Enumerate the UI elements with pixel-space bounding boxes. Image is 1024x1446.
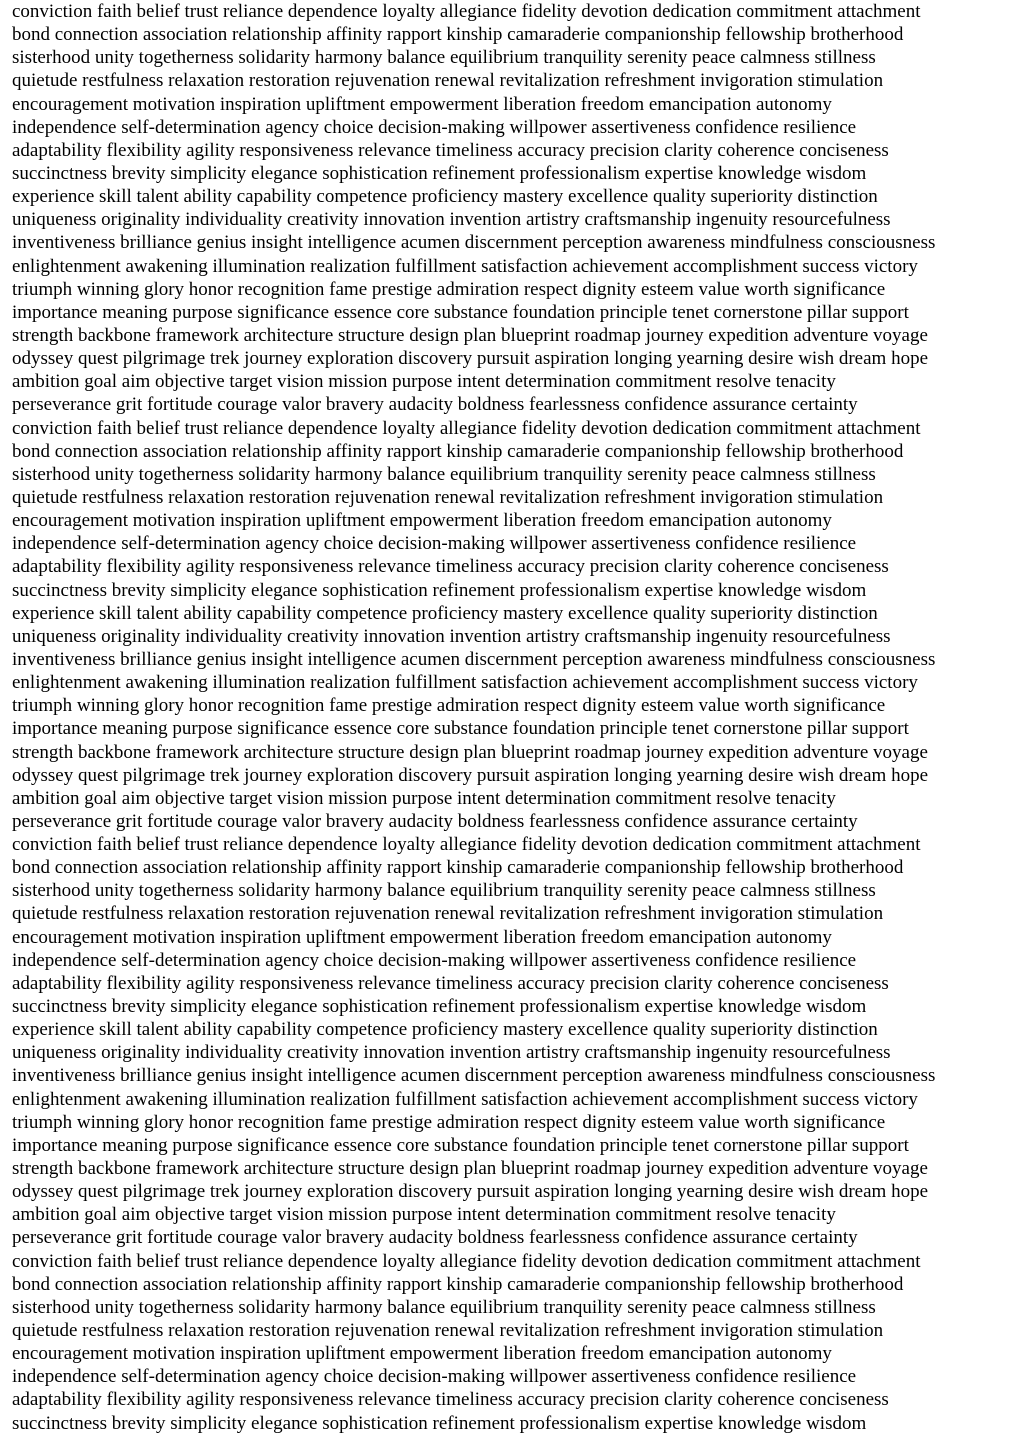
text-line: adaptability flexibility agility responsiveness relevance timeliness accuracy precision clarity coherence conciseness: [12, 556, 889, 578]
text-line: independence self-determination agency choice decision-making willpower assertiveness confidence resilience: [12, 949, 857, 971]
text-line: ambition goal aim objective target vision mission purpose intent determination commitment resolve tenacity: [12, 371, 836, 393]
text-line: bond connection association relationship affinity rapport kinship camaraderie companionship fellowship brotherhood: [12, 1273, 904, 1295]
text-line: odyssey quest pilgrimage trek journey exploration discovery pursuit aspiration longing yearning desire wish dream hope: [12, 1181, 929, 1203]
text-line: quietude restfulness relaxation restoration rejuvenation renewal revitalization refreshment invigoration stimulation: [12, 1320, 884, 1342]
text-line: uniqueness originality individuality creativity innovation invention artistry craftsmanship ingenuity resourcefulness: [12, 625, 891, 647]
text-line: ambition goal aim objective target vision mission purpose intent determination commitment resolve tenacity: [12, 787, 836, 809]
text-line: quietude restfulness relaxation restoration rejuvenation renewal revitalization refreshment invigoration stimulation: [12, 903, 884, 925]
text-line: adaptability flexibility agility responsiveness relevance timeliness accuracy precision clarity coherence conciseness: [12, 972, 889, 994]
text-line: encouragement motivation inspiration upliftment empowerment liberation freedom emancipation autonomy: [12, 510, 832, 532]
text-line: importance meaning purpose significance essence core substance foundation principle tenet cornerstone pillar support: [12, 1134, 909, 1156]
text-line: quietude restfulness relaxation restoration rejuvenation renewal revitalization refreshment invigoration stimulation: [12, 70, 884, 92]
text-line: uniqueness originality individuality creativity innovation invention artistry craftsmanship ingenuity resourcefulness: [12, 209, 891, 231]
text-line: independence self-determination agency choice decision-making willpower assertiveness confidence resilience: [12, 1366, 857, 1388]
text-line: succinctness brevity simplicity elegance sophistication refinement professionalism expertise knowledge wisdom: [12, 162, 867, 184]
text-line: sisterhood unity togetherness solidarity harmony balance equilibrium tranquility serenity peace calmness stillness: [12, 463, 876, 485]
text-line: uniqueness originality individuality creativity innovation invention artistry craftsmanship ingenuity resourcefulness: [12, 1042, 891, 1064]
text-line: bond connection association relationship affinity rapport kinship camaraderie companionship fellowship brotherhood: [12, 857, 904, 879]
text-line: encouragement motivation inspiration upliftment empowerment liberation freedom emancipation autonomy: [12, 926, 832, 948]
text-line: adaptability flexibility agility responsiveness relevance timeliness accuracy precision clarity coherence conciseness: [12, 139, 889, 161]
text-line: independence self-determination agency choice decision-making willpower assertiveness confidence resilience: [12, 116, 857, 138]
text-line: succinctness brevity simplicity elegance sophistication refinement professionalism expertise knowledge wisdom: [12, 996, 867, 1018]
text-line: odyssey quest pilgrimage trek journey exploration discovery pursuit aspiration longing yearning desire wish dream hope: [12, 764, 929, 786]
text-line: perseverance grit fortitude courage valor bravery audacity boldness fearlessness confidence assurance certainty: [12, 394, 858, 416]
text-line: encouragement motivation inspiration upliftment empowerment liberation freedom emancipation autonomy: [12, 93, 832, 115]
text-line: succinctness brevity simplicity elegance sophistication refinement professionalism expertise knowledge wisdom: [12, 579, 867, 601]
text-line: experience skill talent ability capability competence proficiency mastery excellence quality superiority distinction: [12, 602, 878, 624]
text-line: sisterhood unity togetherness solidarity harmony balance equilibrium tranquility serenity peace calmness stillness: [12, 47, 876, 69]
document-body: [12, 0, 1020, 1435]
text-line: enlightenment awakening illumination realization fulfillment satisfaction achievement accomplishment success victory: [12, 672, 918, 694]
text-line: importance meaning purpose significance essence core substance foundation principle tenet cornerstone pillar support: [12, 718, 909, 740]
text-line: sisterhood unity togetherness solidarity harmony balance equilibrium tranquility serenity peace calmness stillness: [12, 880, 876, 902]
text-line: odyssey quest pilgrimage trek journey exploration discovery pursuit aspiration longing yearning desire wish dream hope: [12, 348, 929, 370]
text-line: conviction faith belief trust reliance dependence loyalty allegiance fidelity devotion dedication commitment attachment: [12, 1250, 921, 1272]
text-line: strength backbone framework architecture structure design plan blueprint roadmap journey expedition adventure voyage: [12, 741, 928, 763]
text-line: perseverance grit fortitude courage valor bravery audacity boldness fearlessness confidence assurance certainty: [12, 810, 858, 832]
text-line: bond connection association relationship affinity rapport kinship camaraderie companionship fellowship brotherhood: [12, 24, 904, 46]
text-line: independence self-determination agency choice decision-making willpower assertiveness confidence resilience: [12, 533, 857, 555]
text-line: quietude restfulness relaxation restoration rejuvenation renewal revitalization refreshment invigoration stimulation: [12, 486, 884, 508]
text-line: enlightenment awakening illumination realization fulfillment satisfaction achievement accomplishment success victory: [12, 1088, 918, 1110]
text-line: encouragement motivation inspiration upliftment empowerment liberation freedom emancipation autonomy: [12, 1343, 832, 1365]
text-line: importance meaning purpose significance essence core substance foundation principle tenet cornerstone pillar support: [12, 301, 909, 323]
text-line: triumph winning glory honor recognition fame prestige admiration respect dignity esteem value worth significance: [12, 695, 886, 717]
text-line: sisterhood unity togetherness solidarity harmony balance equilibrium tranquility serenity peace calmness stillness: [12, 1296, 876, 1318]
text-line: perseverance grit fortitude courage valor bravery audacity boldness fearlessness confidence assurance certainty: [12, 1227, 858, 1249]
text-line: inventiveness brilliance genius insight intelligence acumen discernment perception awareness mindfulness consciousness: [12, 648, 936, 670]
text-line: strength backbone framework architecture structure design plan blueprint roadmap journey expedition adventure voyage: [12, 324, 928, 346]
text-line: experience skill talent ability capability competence proficiency mastery excellence quality superiority distinction: [12, 186, 878, 208]
text-line: strength backbone framework architecture structure design plan blueprint roadmap journey expedition adventure voyage: [12, 1158, 928, 1180]
text-line: conviction faith belief trust reliance dependence loyalty allegiance fidelity devotion dedication commitment attachment: [12, 417, 921, 439]
text-line: experience skill talent ability capability competence proficiency mastery excellence quality superiority distinction: [12, 1019, 878, 1041]
text-line: adaptability flexibility agility responsiveness relevance timeliness accuracy precision clarity coherence conciseness: [12, 1389, 889, 1411]
text-line: inventiveness brilliance genius insight intelligence acumen discernment perception awareness mindfulness consciousness: [12, 1065, 936, 1087]
text-line: succinctness brevity simplicity elegance sophistication refinement professionalism expertise knowledge wisdom: [12, 1412, 867, 1434]
text-line: enlightenment awakening illumination realization fulfillment satisfaction achievement accomplishment success victory: [12, 255, 918, 277]
text-line: bond connection association relationship affinity rapport kinship camaraderie companionship fellowship brotherhood: [12, 440, 904, 462]
text-line: conviction faith belief trust reliance dependence loyalty allegiance fidelity devotion dedication commitment attachment: [12, 1, 921, 22]
text-line: ambition goal aim objective target vision mission purpose intent determination commitment resolve tenacity: [12, 1204, 836, 1226]
text-line: conviction faith belief trust reliance dependence loyalty allegiance fidelity devotion dedication commitment attachment: [12, 834, 921, 856]
text-line: triumph winning glory honor recognition fame prestige admiration respect dignity esteem value worth significance: [12, 278, 886, 300]
text-line: triumph winning glory honor recognition fame prestige admiration respect dignity esteem value worth significance: [12, 1111, 886, 1133]
text-line: inventiveness brilliance genius insight intelligence acumen discernment perception awareness mindfulness consciousness: [12, 232, 936, 254]
